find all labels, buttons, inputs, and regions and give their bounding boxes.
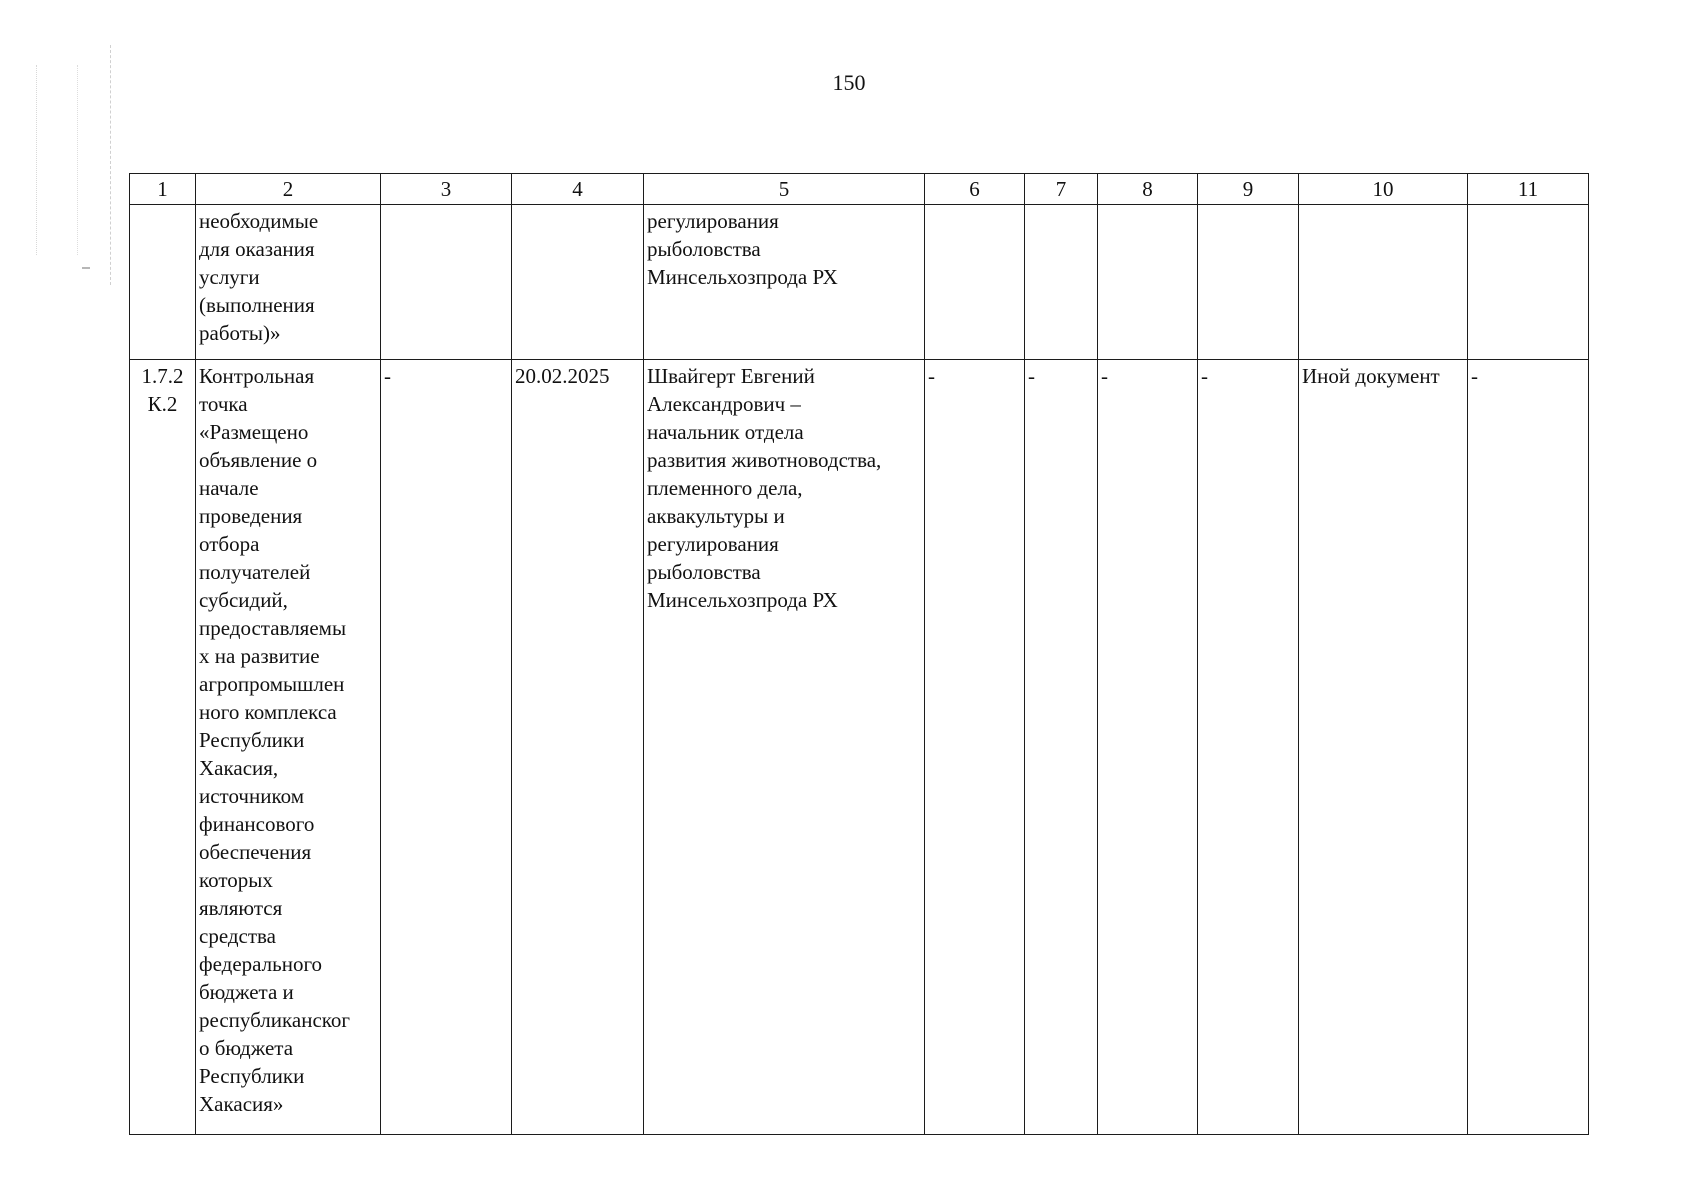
- row-number: [130, 360, 196, 1135]
- cell-col-8: -: [1098, 360, 1198, 1135]
- text-line: обеспечения: [199, 840, 312, 864]
- text-line: для оказания: [199, 237, 315, 261]
- text-line: Хакасия»: [199, 1092, 284, 1116]
- text-line: рыболовства: [647, 237, 761, 261]
- cell-col-9: -: [1198, 360, 1299, 1135]
- text-line: которых: [199, 868, 273, 892]
- continuation-cell-empty: [130, 205, 196, 360]
- column-header: 11: [1468, 174, 1589, 205]
- cell-col-6: -: [925, 360, 1025, 1135]
- continuation-row: [130, 205, 1589, 360]
- text-line: субсидий,: [199, 588, 288, 612]
- text-line: «Размещено: [199, 420, 309, 444]
- control-point-name: [196, 360, 381, 1135]
- document-type: Иной документ: [1299, 360, 1468, 1135]
- text-line: финансового: [199, 812, 315, 836]
- text-line: Республики: [199, 728, 305, 752]
- continuation-cell-empty: [925, 205, 1025, 360]
- continuation-cell-empty: [1198, 205, 1299, 360]
- text-line: точка: [199, 392, 248, 416]
- text-line: аквакультуры и: [647, 504, 785, 528]
- cell-col-11: -: [1468, 360, 1589, 1135]
- column-header: 4: [512, 174, 644, 205]
- table-row: [130, 360, 1589, 1135]
- text-line: услуги: [199, 265, 260, 289]
- text-line: агропромышлен: [199, 672, 345, 696]
- text-line: федерального: [199, 952, 323, 976]
- continuation-cell-empty: [1299, 205, 1468, 360]
- text-line: средства: [199, 924, 277, 948]
- continuation-cell-empty: [1025, 205, 1098, 360]
- text-line: Минсельхозпрода РХ: [647, 588, 838, 612]
- text-line: Швайгерт Евгений: [647, 364, 815, 388]
- text-line: (выполнения: [199, 293, 315, 317]
- continuation-cell-empty: [512, 205, 644, 360]
- text-line: проведения: [199, 504, 303, 528]
- text-line: начале: [199, 476, 259, 500]
- continuation-cell-empty: [381, 205, 512, 360]
- text-line: регулирования: [647, 209, 779, 233]
- text-line: Республики: [199, 1064, 305, 1088]
- column-header: 9: [1198, 174, 1299, 205]
- text-line: являются: [199, 896, 283, 920]
- text-line: развития животноводства,: [647, 448, 882, 472]
- control-points-table: [129, 173, 1589, 1135]
- text-line: 1.7.2: [141, 364, 184, 388]
- text-line: источником: [199, 784, 304, 808]
- column-header: 3: [381, 174, 512, 205]
- text-line: рыболовства: [647, 560, 761, 584]
- text-line: Контрольная: [199, 364, 315, 388]
- text-line: регулирования: [647, 532, 779, 556]
- text-line: республиканског: [199, 1008, 351, 1032]
- control-point-date: 20.02.2025: [512, 360, 644, 1135]
- text-line: племенного дела,: [647, 476, 803, 500]
- text-line: работы)»: [199, 321, 281, 345]
- text-line: получателей: [199, 560, 311, 584]
- column-header: 8: [1098, 174, 1198, 205]
- text-line: предоставляемы: [199, 616, 347, 640]
- text-line: объявление о: [199, 448, 318, 472]
- text-line: х на развитие: [199, 644, 320, 668]
- column-header: 10: [1299, 174, 1468, 205]
- column-header: 2: [196, 174, 381, 205]
- continuation-result-name: [196, 205, 381, 360]
- text-line: Хакасия,: [199, 756, 279, 780]
- text-line: о бюджета: [199, 1036, 294, 1060]
- text-line: Александрович –: [647, 392, 801, 416]
- text-line: отбора: [199, 532, 260, 556]
- column-header: 7: [1025, 174, 1098, 205]
- column-header: 6: [925, 174, 1025, 205]
- continuation-cell-empty: [1468, 205, 1589, 360]
- cell-col-3: -: [381, 360, 512, 1135]
- cell-col-7: -: [1025, 360, 1098, 1135]
- continuation-responsible: [644, 205, 925, 360]
- column-number-row: [130, 174, 1589, 205]
- text-line: необходимые: [199, 209, 319, 233]
- responsible-person: [644, 360, 925, 1135]
- page-number: 150: [832, 70, 866, 95]
- column-header: 1: [130, 174, 196, 205]
- column-header: 5: [644, 174, 925, 205]
- text-line: начальник отдела: [647, 420, 804, 444]
- text-line: бюджета и: [199, 980, 294, 1004]
- text-line: Минсельхозпрода РХ: [647, 265, 838, 289]
- continuation-cell-empty: [1098, 205, 1198, 360]
- text-line: ного комплекса: [199, 700, 337, 724]
- text-line: К.2: [147, 392, 178, 416]
